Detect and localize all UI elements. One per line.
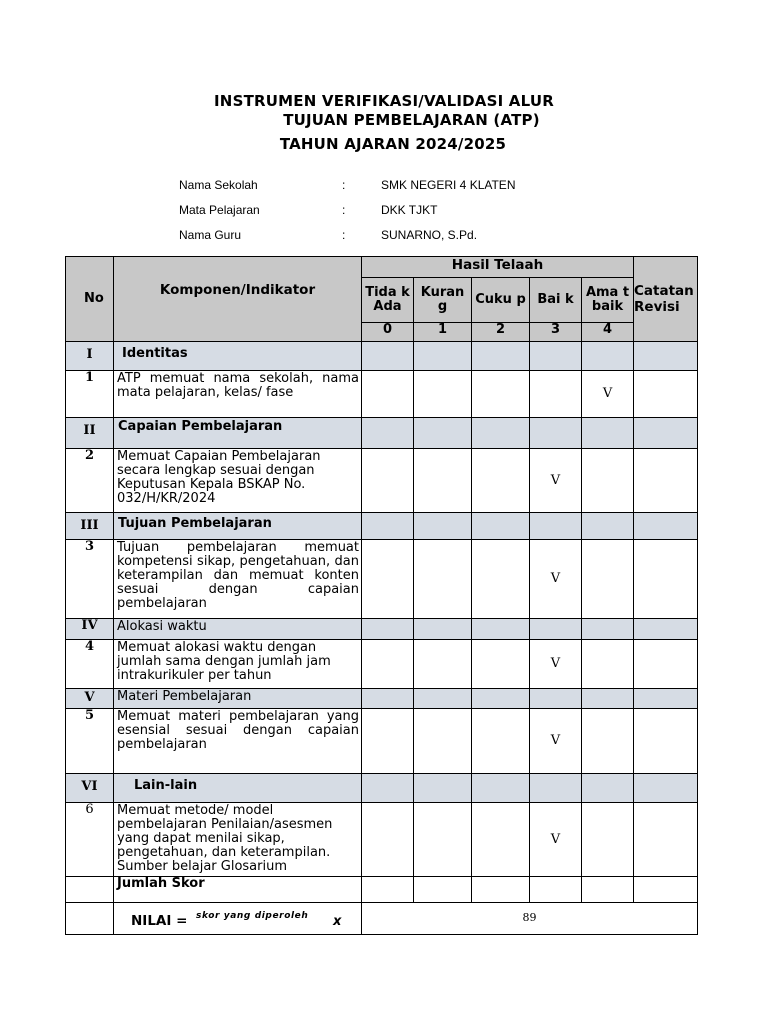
final-score-value: 89 bbox=[362, 903, 698, 935]
table-row bbox=[66, 709, 698, 774]
nilai-label: NILAI = bbox=[131, 913, 188, 929]
info-value: DKK TJKT bbox=[381, 203, 438, 217]
section-roman: IV bbox=[66, 619, 114, 640]
total-score-row bbox=[66, 877, 698, 903]
section-label: Materi Pembelajaran bbox=[114, 689, 362, 709]
header-criteria-kurang: Kuran g bbox=[414, 278, 472, 323]
section-row bbox=[66, 689, 698, 709]
table-row bbox=[66, 371, 698, 418]
info-label: Nama Guru bbox=[179, 228, 242, 242]
document-title-line1: INSTRUMEN VERIFIKASI/VALIDASI ALUR bbox=[214, 92, 554, 110]
table-row bbox=[66, 803, 698, 877]
verification-table bbox=[65, 256, 698, 935]
table-row bbox=[66, 540, 698, 619]
header-criteria-cukup: Cuku p bbox=[472, 278, 530, 323]
nilai-multiply: x bbox=[333, 914, 342, 929]
section-roman: II bbox=[66, 418, 114, 449]
section-row bbox=[66, 513, 698, 540]
info-separator: : bbox=[342, 228, 346, 242]
section-row bbox=[66, 342, 698, 371]
header-criteria-tidak-ada: Tida k Ada bbox=[362, 278, 414, 323]
table-row bbox=[66, 449, 698, 513]
nilai-formula: skor yang diperoleh bbox=[196, 911, 309, 921]
check-mark: V bbox=[530, 449, 582, 513]
row-number: 1 bbox=[66, 371, 114, 418]
document-title-line2: TUJUAN PEMBELAJARAN (ATP) bbox=[283, 111, 540, 129]
section-label: Lain-lain bbox=[114, 774, 362, 803]
header-score-0: 0 bbox=[362, 323, 414, 342]
header-no: No bbox=[66, 257, 114, 342]
row-description: Tujuan pembelajaran memuat kompetensi sikap, pengetahuan, dan keterampilan dan memuat konten sesuai dengan capaian pembelajaran bbox=[114, 540, 362, 619]
final-score-formula bbox=[114, 903, 362, 935]
row-description: Memuat metode/ model pembelajaran Penilaian/asesmen yang dapat menilai sikap, pengetahuan, dan keterampilan. Sumber belajar Glosarium bbox=[114, 803, 362, 877]
header-score-1: 1 bbox=[414, 323, 472, 342]
info-separator: : bbox=[342, 178, 346, 192]
section-row bbox=[66, 619, 698, 640]
section-roman: V bbox=[66, 689, 114, 709]
header-component: Komponen/Indikator bbox=[114, 257, 362, 342]
table-row bbox=[66, 640, 698, 689]
header-score-2: 2 bbox=[472, 323, 530, 342]
section-label: Tujuan Pembelajaran bbox=[114, 513, 362, 540]
row-description: Memuat alokasi waktu dengan jumlah sama dengan jumlah jam intrakurikuler per tahun bbox=[114, 640, 362, 689]
total-score-label: Jumlah Skor bbox=[114, 877, 362, 903]
header-hasil-telaah: Hasil Telaah bbox=[362, 257, 634, 278]
check-mark: V bbox=[530, 709, 582, 774]
section-roman: I bbox=[66, 342, 114, 371]
header-score-4: 4 bbox=[582, 323, 634, 342]
row-number: 2 bbox=[66, 449, 114, 513]
section-row bbox=[66, 774, 698, 803]
section-roman: VI bbox=[66, 774, 114, 803]
section-label: Alokasi waktu bbox=[114, 619, 362, 640]
row-number: 3 bbox=[66, 540, 114, 619]
info-value: SMK NEGERI 4 KLATEN bbox=[381, 178, 516, 192]
header-catatan-revisi: Catatan Revisi bbox=[634, 257, 698, 342]
info-value: SUNARNO, S.Pd. bbox=[381, 228, 478, 242]
check-mark: V bbox=[530, 640, 582, 689]
row-description: Memuat Capaian Pembelajaran secara lengkap sesuai dengan Keputusan Kepala BSKAP No. 032/H/KR/2024 bbox=[114, 449, 362, 513]
section-row bbox=[66, 418, 698, 449]
check-mark: V bbox=[530, 540, 582, 619]
section-label: Identitas bbox=[114, 342, 362, 371]
row-number: 4 bbox=[66, 640, 114, 689]
info-separator: : bbox=[342, 203, 346, 217]
info-label: Mata Pelajaran bbox=[179, 203, 260, 217]
row-description: Memuat materi pembelajaran yang esensial sesuai dengan capaian pembelajaran bbox=[114, 709, 362, 774]
header-criteria-amat-baik: Ama t baik bbox=[582, 278, 634, 323]
section-label: Capaian Pembelajaran bbox=[114, 418, 362, 449]
info-label: Nama Sekolah bbox=[179, 178, 258, 192]
final-score-row bbox=[66, 903, 698, 935]
row-number: 6 bbox=[66, 803, 114, 877]
header-criteria-baik: Bai k bbox=[530, 278, 582, 323]
check-mark: V bbox=[530, 803, 582, 877]
header-score-3: 3 bbox=[530, 323, 582, 342]
row-number: 5 bbox=[66, 709, 114, 774]
check-mark: V bbox=[582, 371, 634, 418]
document-title-line3: TAHUN AJARAN 2024/2025 bbox=[279, 135, 507, 153]
row-description: ATP memuat nama sekolah, nama mata pelajaran, kelas/ fase bbox=[114, 371, 362, 418]
section-roman: III bbox=[66, 513, 114, 540]
